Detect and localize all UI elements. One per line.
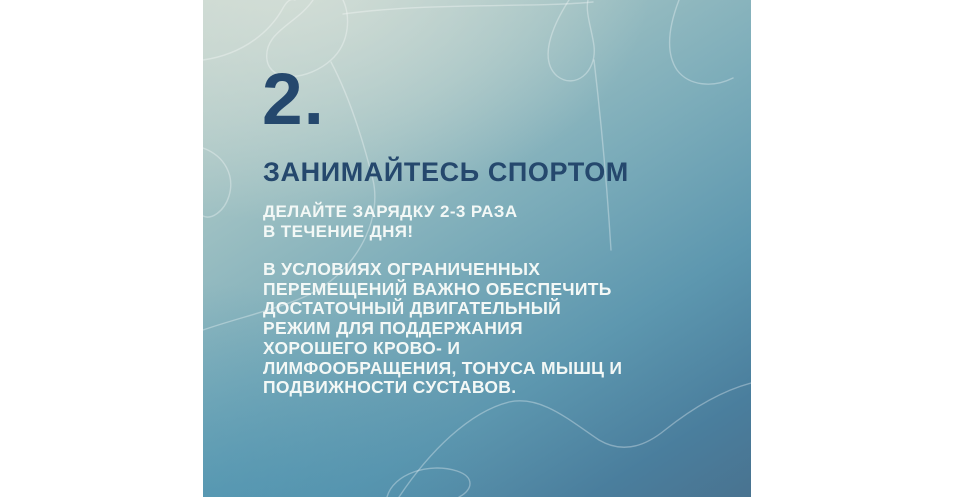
body-line: ДОСТАТОЧНЫЙ ДВИГАТЕЛЬНЫЙ [263,298,562,319]
step-number: 2. [262,59,325,140]
card-title: ЗАНИМАЙТЕСЬ СПОРТОМ [263,157,629,187]
subtitle-line: ДЕЛАЙТЕ ЗАРЯДКУ 2-3 РАЗА [263,202,518,221]
info-card [203,0,751,497]
body-line: ПОДВИЖНОСТИ СУСТАВОВ. [263,377,517,398]
subtitle-line: В ТЕЧЕНИЕ ДНЯ! [263,222,414,241]
body-line: РЕЖИМ ДЛЯ ПОДДЕРЖАНИЯ [263,318,523,339]
card-body-text [263,260,622,398]
contour-top-horizontal [343,2,593,14]
body-line: ПЕРЕМЕЩЕНИЙ ВАЖНО ОБЕСПЕЧИТЬ [263,278,612,299]
contour-bottom-wave [399,383,751,497]
contour-left-hook [203,148,231,217]
contour-bottom-loop [387,468,470,497]
card-subtitle [263,202,518,242]
contour-top-right-curve [670,0,733,84]
body-line: В УСЛОВИЯХ ОГРАНИЧЕННЫХ [263,259,541,279]
body-line: ЛИМФООБРАЩЕНИЯ, ТОНУСА МЫШЦ И [263,357,623,378]
contour-right-loop [548,0,594,81]
body-line: ХОРОШЕГО КРОВО- И [263,337,461,358]
contour-right-descender [594,60,611,250]
contour-top-left-corner-arc [203,0,295,60]
